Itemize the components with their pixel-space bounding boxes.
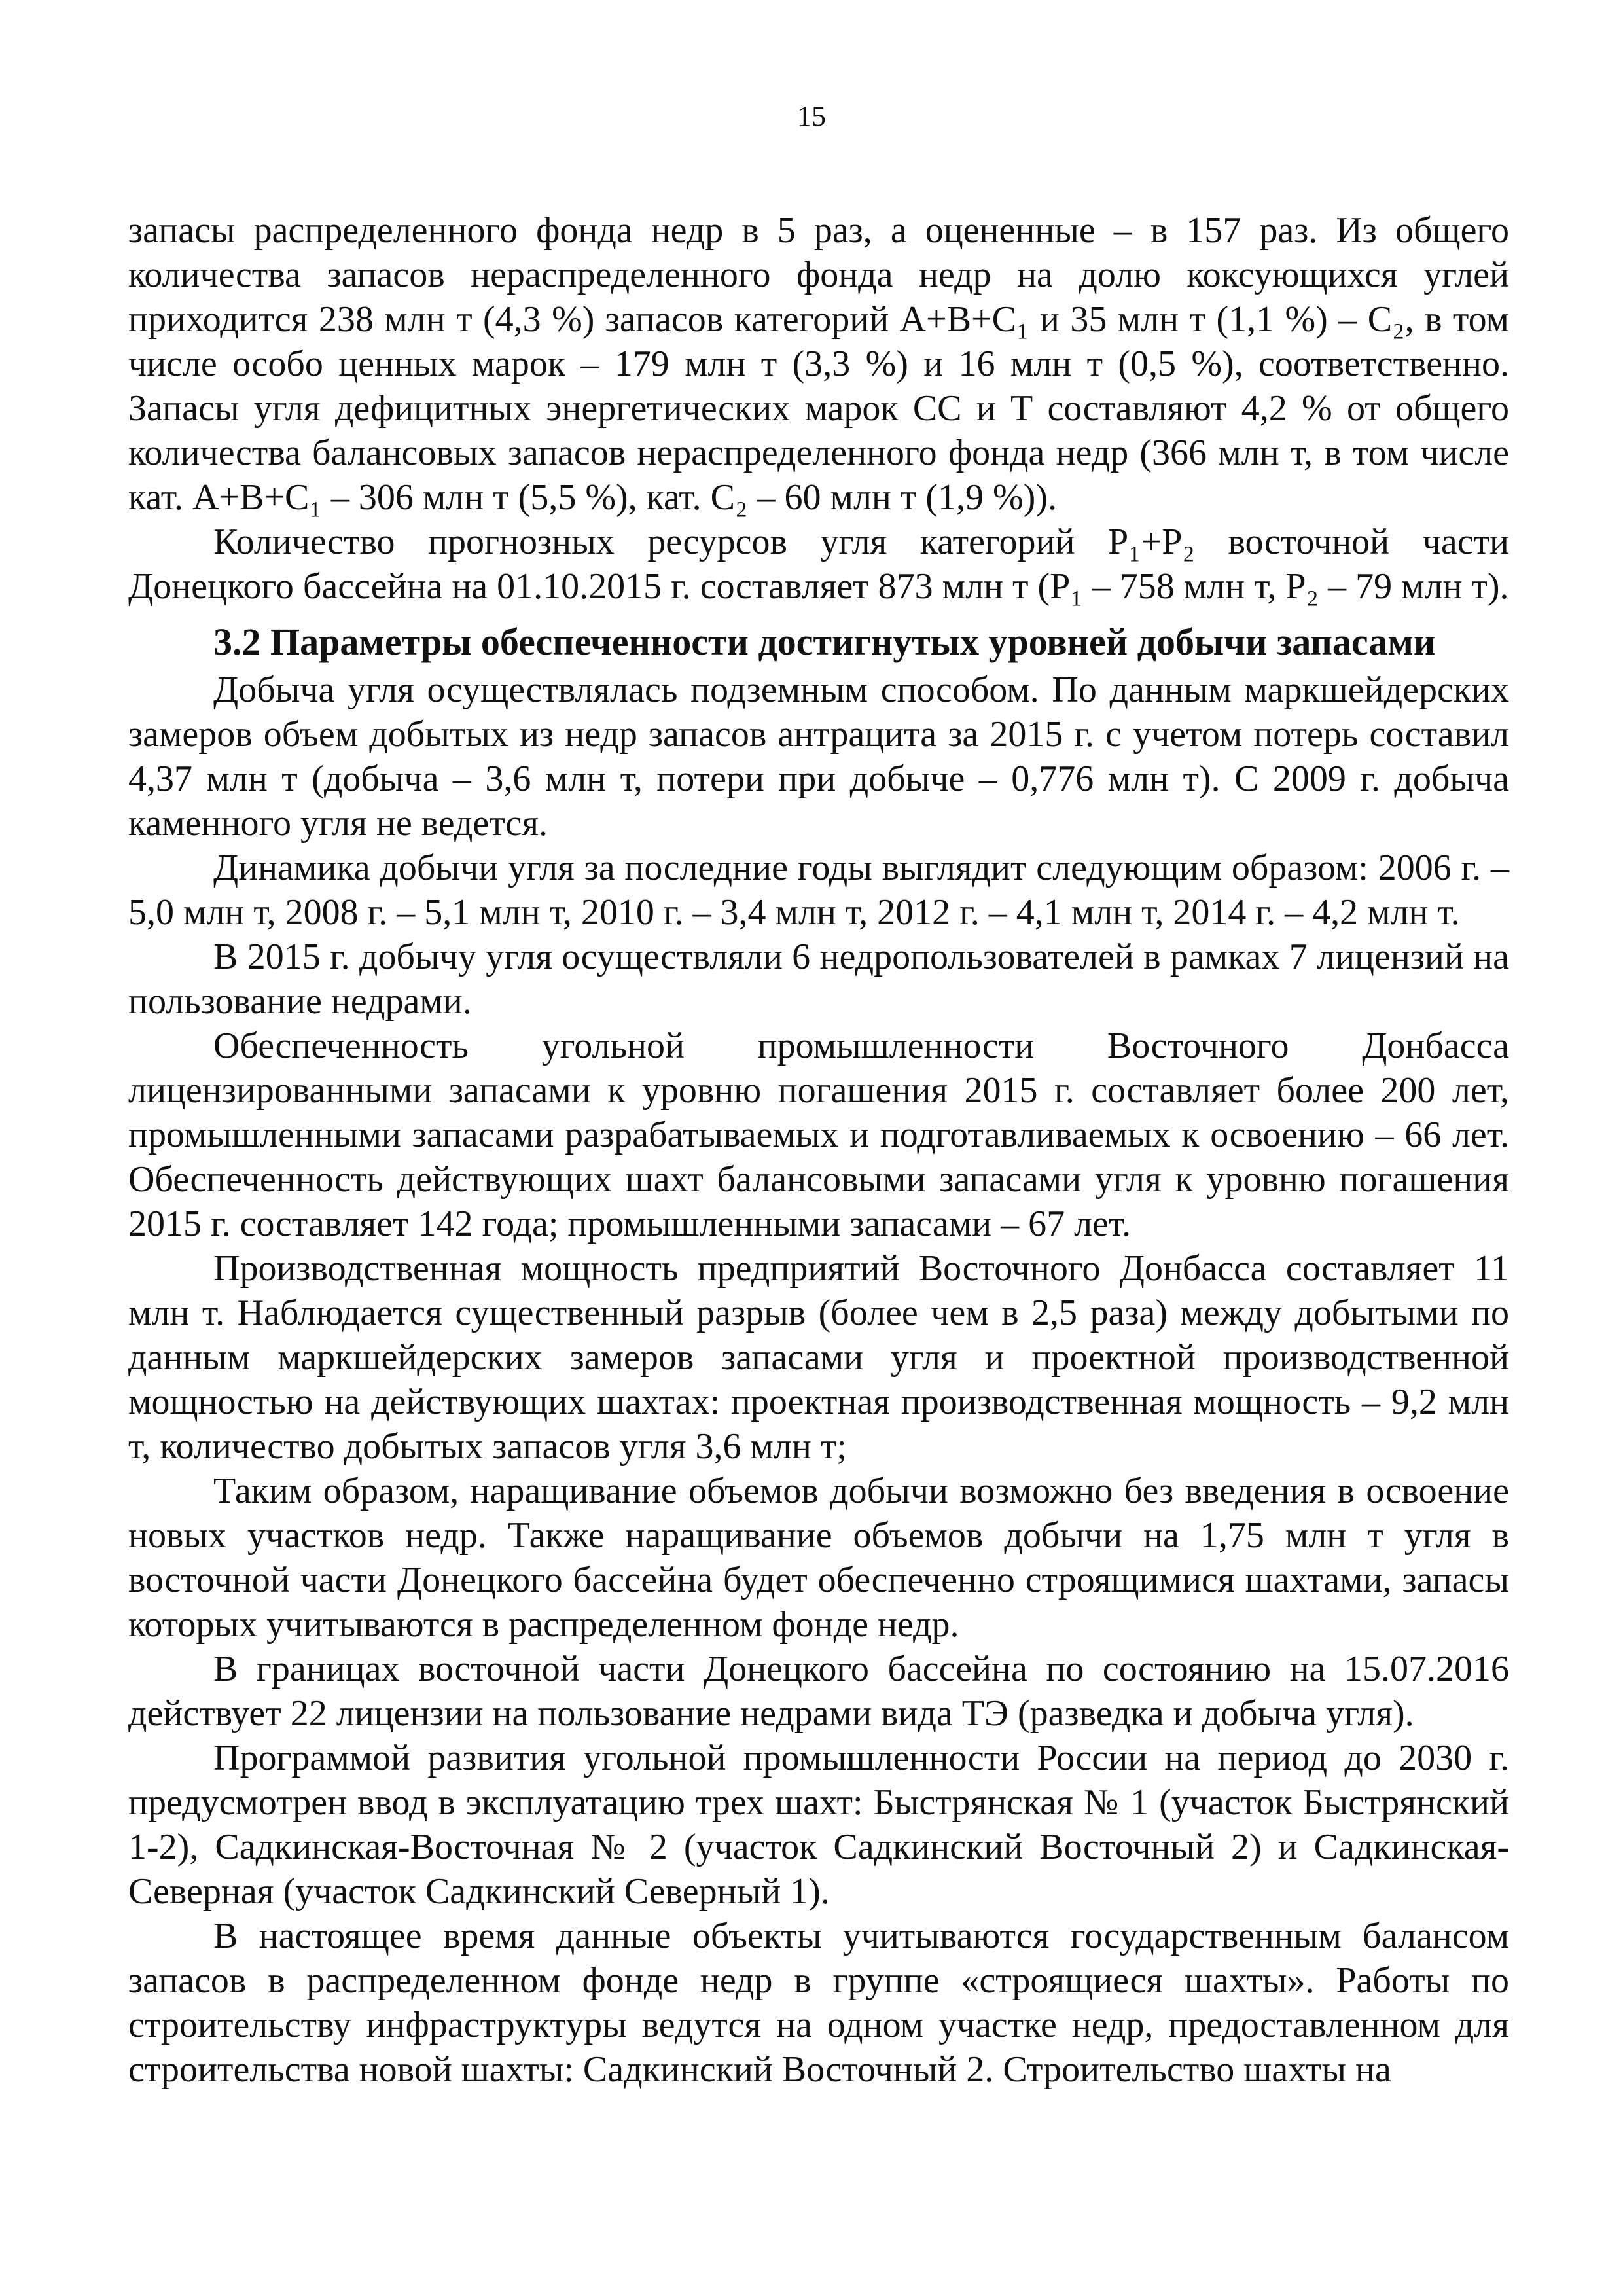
paragraph: Динамика добычи угля за последние годы выглядит следующим образом: 2006 г. – 5,0 млн т, 2008 г. – 5,1 млн т, 2010 г. – 3,4 млн т, 2012 г. – 4,1 млн т, 2014 г. – 4,2 млн т. (128, 848, 1509, 933)
paragraph: Количество прогнозных ресурсов угля категорий Р₁+Р₂ восточной части Донецкого бассейна на 01.10.2015 г. составляет 873 млн т (Р₁ – 758 млн т, Р₂ – 79 млн т). (128, 522, 1509, 607)
document-body (128, 208, 1509, 2092)
paragraph: Таким образом, наращивание объемов добычи возможно без введения в освоение новых участков недр. Также наращивание объемов добычи на 1,75 млн т угля в восточной части Донецкого бассейна будет обеспеченно строящимися шахтами, запасы которых учитываются в распределенном фонде недр. (128, 1471, 1509, 1645)
paragraph: Программой развития угольной промышленности России на период до 2030 г. предусмотрен ввод в эксплуатацию трех шахт: Быстрянская № 1 (участок Быстрянский 1-2), Садкинская-Восточная № 2 (участок Садкинский Восточный 2) и Садкинская-Северная (участок Садкинский Северный 1). (128, 1738, 1509, 1912)
paragraph: Обеспеченность угольной промышленности Восточного Донбасса лицензированными запасами к уровню погашения 2015 г. составляет более 200 лет, промышленными запасами разрабатываемых и подготавливаемых к освоению – 66 лет. Обеспеченность действующих шахт балансовыми запасами угля к уровню погашения 2015 г. составляет 142 года; промышленными запасами – 67 лет. (128, 1026, 1509, 1244)
section-heading: 3.2 Параметры обеспеченности достигнутых уровней добычи запасами (213, 620, 1436, 663)
paragraph: В границах восточной части Донецкого бассейна по состоянию на 15.07.2016 действует 22 лицензии на пользование недрами вида ТЭ (разведка и добыча угля). (128, 1649, 1509, 1734)
paragraph: В 2015 г. добычу угля осуществляли 6 недропользователей в рамках 7 лицензий на пользование недрами. (128, 937, 1509, 1022)
paragraph: Производственная мощность предприятий Восточного Донбасса составляет 11 млн т. Наблюдается существенный разрыв (более чем в 2,5 раза) между добытыми по данным маркшейдерских замеров запасами угля и проектной производственной мощностью на действующих шахтах: проектная производственная мощность – 9,2 млн т, количество добытых запасов угля 3,6 млн т; (128, 1248, 1509, 1467)
paragraph: В настоящее время данные объекты учитываются государственным балансом запасов в распределенном фонде недр в группе «строящиеся шахты». Работы по строительству инфраструктуры ведутся на одном участке недр, предоставленном для строительства новой шахты: Садкинский Восточный 2. Строительство шахты на (128, 1916, 1509, 2090)
paragraph: Добыча угля осуществлялась подземным способом. По данным маркшейдерских замеров объем добытых из недр запасов антрацита за 2015 г. с учетом потерь составил 4,37 млн т (добыча – 3,6 млн т, потери при добыче – 0,776 млн т). С 2009 г. добыча каменного угля не ведется. (128, 670, 1509, 844)
page-number: 15 (797, 100, 826, 132)
paragraph: запасы распределенного фонда недр в 5 раз, а оцененные – в 157 раз. Из общего количества запасов нераспределенного фонда недр на долю коксующихся углей приходится 238 млн т (4,3 %) запасов категорий А+В+С₁ и 35 млн т (1,1 %) – С₂, в том числе особо ценных марок – 179 млн т (3,3 %) и 16 млн т (0,5 %), соответственно. Запасы угля дефицитных энергетических марок СС и Т составляют 4,2 % от общего количества балансовых запасов нераспределенного фонда недр (366 млн т, в том числе кат. А+В+С₁ – 306 млн т (5,5 %), кат. С₂ – 60 млн т (1,9 %)). (128, 210, 1509, 518)
